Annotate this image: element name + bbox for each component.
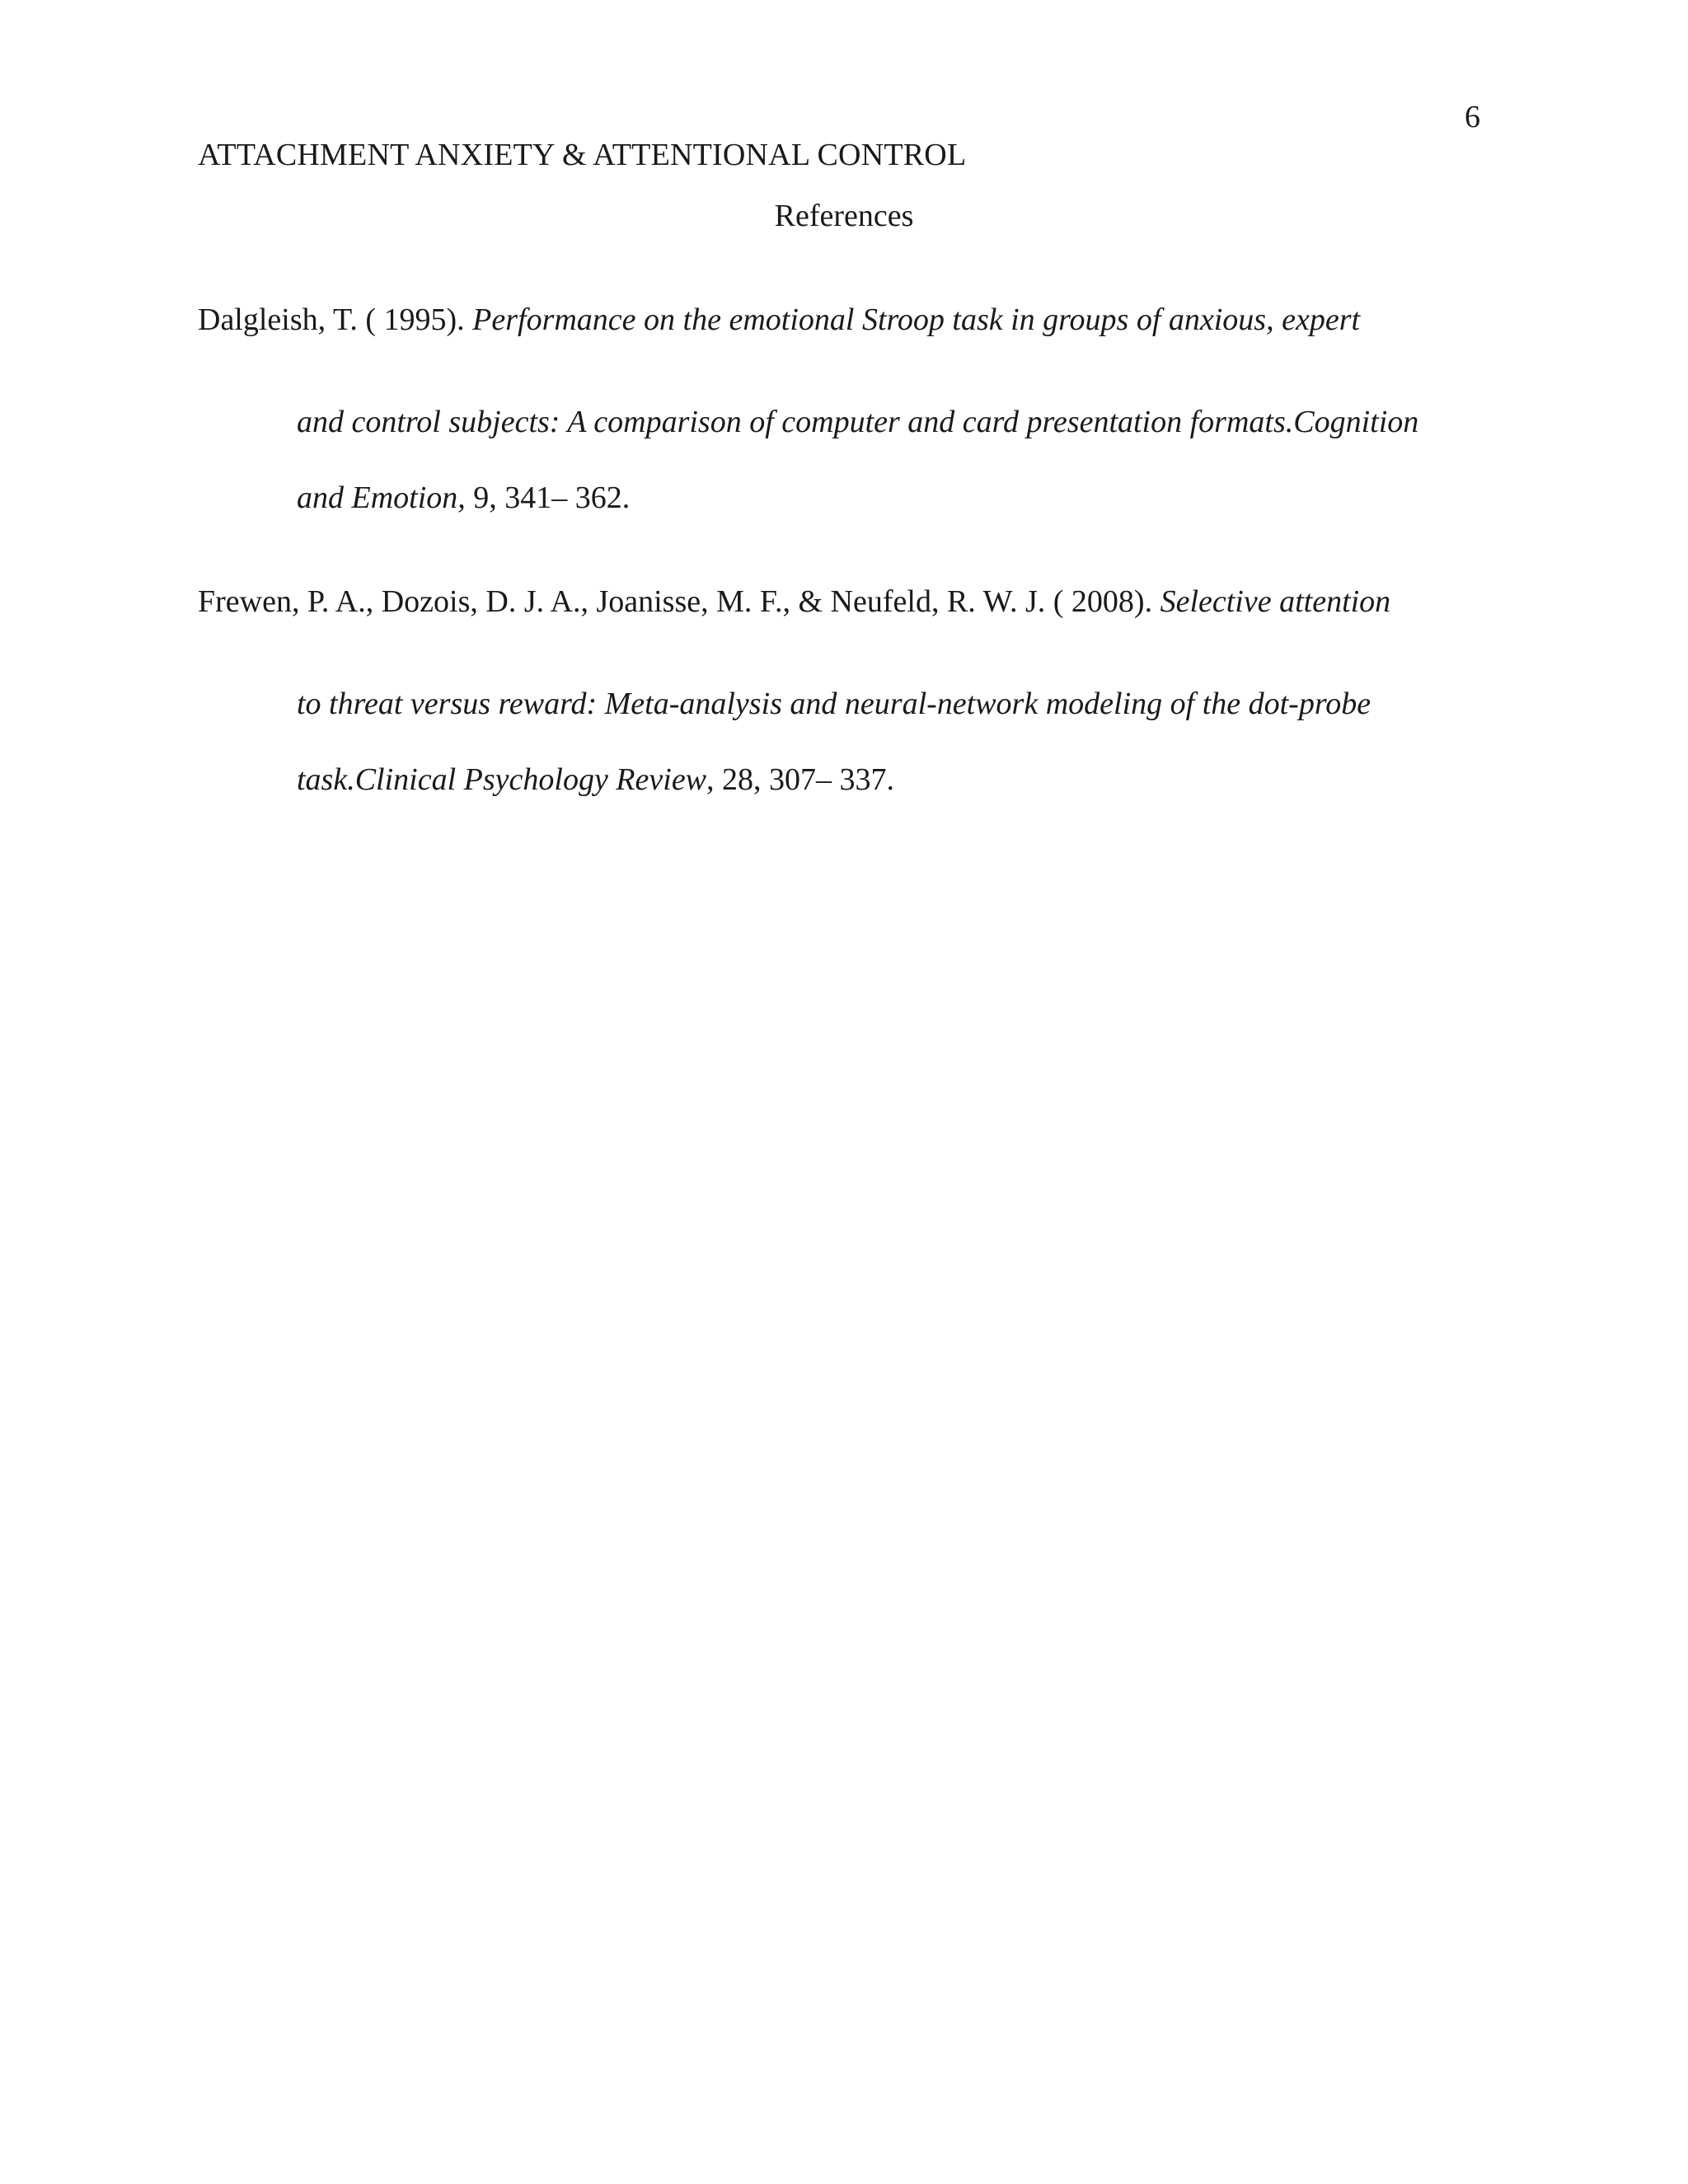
reference-2-details: , 28, 307– 337. [706,762,895,797]
reference-1-authors: Dalgleish, T. ( 1995). [198,302,473,337]
reference-1-line-3 [297,478,630,518]
reference-2-line-3 [297,760,894,799]
reference-1-journal: and Emotion, [297,480,466,515]
reference-1-title-part-1: Performance on the emotional Stroop task in groups of anxious, expert [472,302,1361,337]
page-number: 6 [1465,100,1480,134]
reference-2-line-1 [198,582,1390,621]
reference-2-title-part-1: Selective attention [1160,584,1391,619]
reference-1-details: 9, 341– 362. [465,480,631,515]
reference-1-line-2 [297,402,1418,442]
reference-2-title-part-2: to threat versus reward: Meta-analysis and neural-network modeling of the dot-probe [297,687,1372,721]
section-title: References [774,199,914,233]
running-head: ATTACHMENT ANXIETY & ATTENTIONAL CONTROL [198,138,967,172]
reference-2-line-2 [297,684,1371,724]
reference-2-journal: task.Clinical Psychology Review [297,762,707,797]
reference-1-title-part-2: and control subjects: A comparison of computer and card presentation formats.Cognition [297,405,1419,439]
reference-1-line-1 [198,300,1360,340]
reference-2-authors: Frewen, P. A., Dozois, D. J. A., Joanisse, M. F., & Neufeld, R. W. J. ( 2008). [198,584,1160,619]
